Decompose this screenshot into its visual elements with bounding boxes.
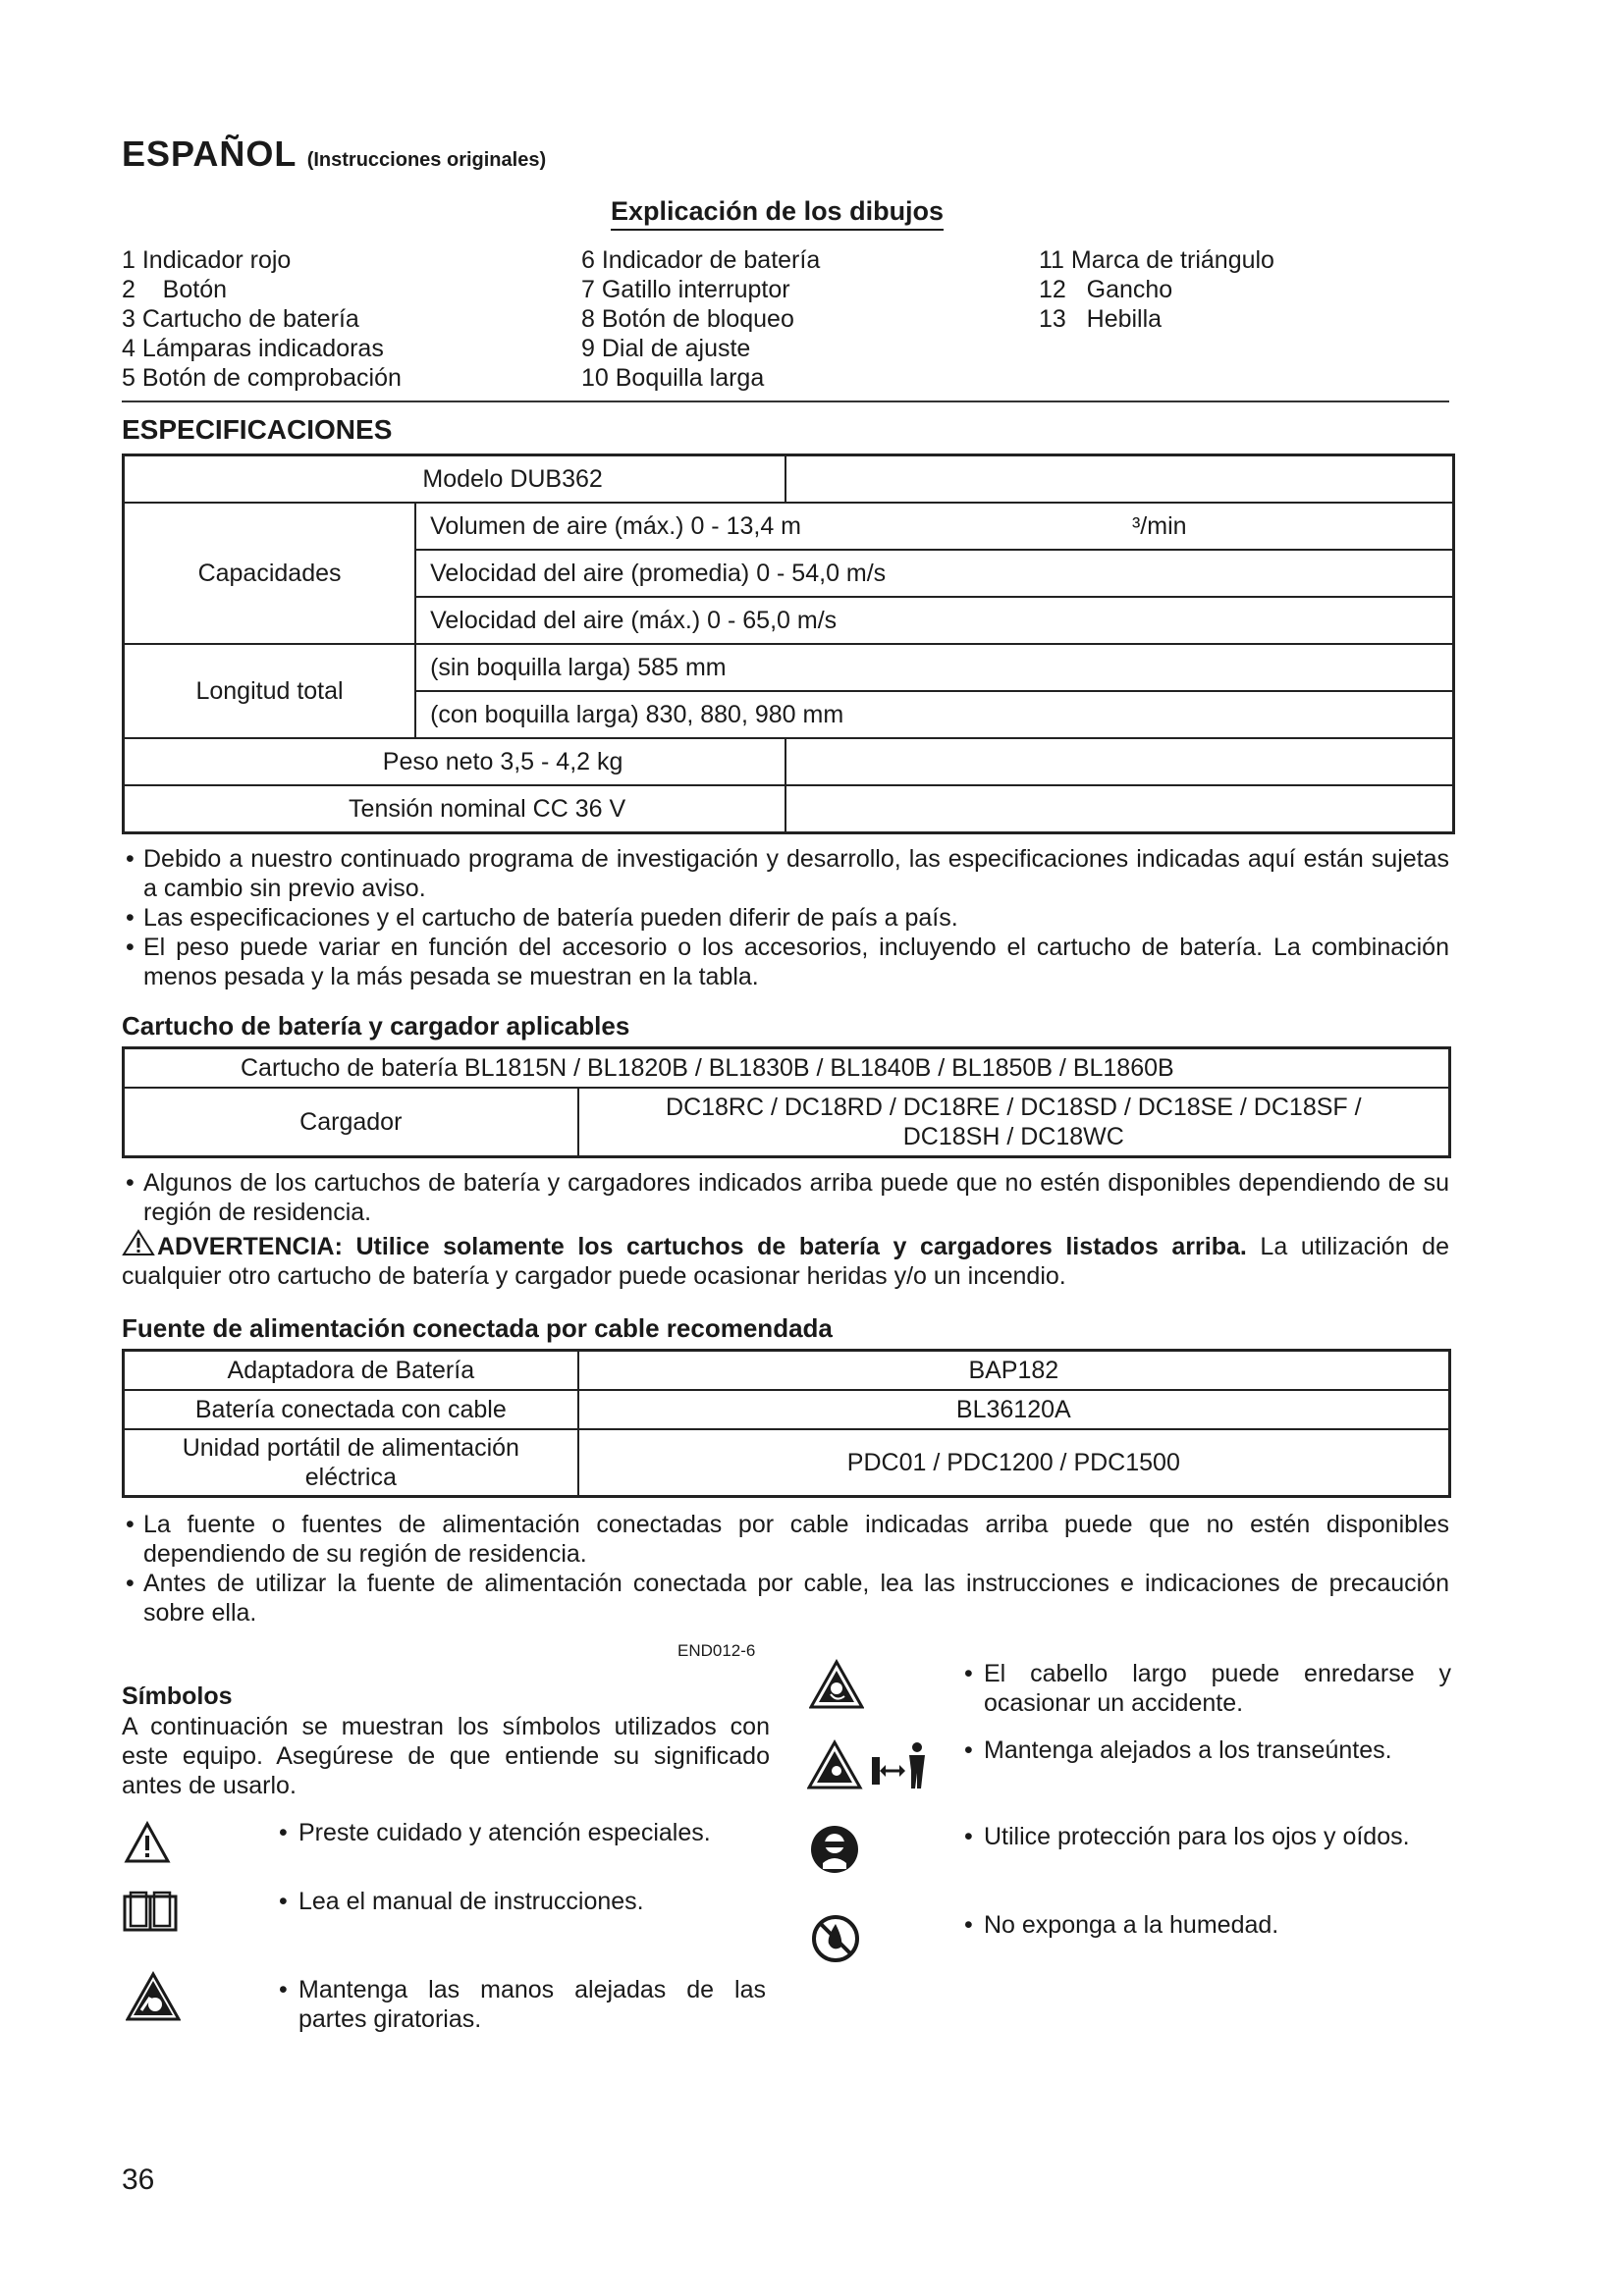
language-heading bbox=[122, 133, 546, 175]
symbol-text: • El cabello largo puede enredarse y ocasionar un accidente. bbox=[960, 1659, 1451, 1718]
air-speed-max-cell: Velocidad del aire (máx.) 0 - 65,0 m/s bbox=[415, 597, 1453, 644]
legend-item: 7 Gatillo interruptor bbox=[581, 276, 790, 303]
legend-item: 13 Hebilla bbox=[1039, 305, 1163, 333]
length-with-cell: (con boquilla larga) 830, 880, 980 mm bbox=[415, 691, 1453, 738]
table-row bbox=[124, 738, 1454, 785]
table-row bbox=[124, 785, 1454, 833]
legend-column-3 bbox=[1039, 245, 1274, 334]
legend-item: 8 Botón de bloqueo bbox=[581, 305, 794, 333]
table-row bbox=[124, 644, 1454, 691]
air-volume-value: Volumen de aire (máx.) 0 - 13,4 m bbox=[430, 511, 802, 540]
warning-bold-text: ADVERTENCIA: Utilice solamente los cartuchos de batería y cargadores listados arriba. bbox=[157, 1233, 1247, 1260]
model-cell: Modelo DUB362 bbox=[124, 455, 786, 504]
power-label: Batería conectada con cable bbox=[124, 1390, 578, 1429]
legend-item: 3 Cartucho de batería bbox=[122, 305, 359, 333]
legend-item: 9 Dial de ajuste bbox=[581, 335, 751, 362]
battery-warning bbox=[122, 1229, 1449, 1291]
table-row bbox=[124, 1048, 1450, 1089]
power-value: BAP182 bbox=[578, 1351, 1450, 1391]
power-value: BL36120A bbox=[578, 1390, 1450, 1429]
table-row bbox=[124, 1390, 1450, 1429]
symbol-text: • Mantenga las manos alejadas de las partes giratorias. bbox=[275, 1975, 766, 2034]
symbol-description bbox=[275, 1887, 766, 1916]
power-value: PDC01 / PDC1200 / PDC1500 bbox=[578, 1429, 1450, 1497]
air-speed-avg-cell: Velocidad del aire (promedia) 0 - 54,0 m/s bbox=[415, 550, 1453, 597]
charger-models-line: DC18RC / DC18RD / DC18RE / DC18SD / DC18SE / DC18SF / bbox=[666, 1094, 1362, 1121]
symbols-title: Símbolos bbox=[122, 1682, 233, 1710]
symbol-description bbox=[960, 1822, 1451, 1851]
symbol-description bbox=[960, 1659, 1451, 1718]
note-item: • La fuente o fuentes de alimentación conectadas por cable indicadas arriba puede que no estén disponibles dependiendo de su región de residencia. bbox=[122, 1510, 1449, 1569]
symbol-text: • Lea el manual de instrucciones. bbox=[275, 1887, 766, 1916]
length-without-cell: (sin boquilla larga) 585 mm bbox=[415, 644, 1453, 691]
specs-table bbox=[122, 454, 1455, 834]
legend-item: 1 Indicador rojo bbox=[122, 246, 292, 274]
note-item: • Las especificaciones y el cartucho de batería pueden diferir de país a país. bbox=[122, 903, 1449, 933]
symbol-description bbox=[960, 1735, 1451, 1765]
language-title: ESPAÑOL bbox=[122, 133, 297, 174]
power-label: Adaptadora de Batería bbox=[124, 1351, 578, 1391]
note-item: • El peso puede variar en función del accesorio o los accesorios, incluyendo el cartucho de batería. La combinación menos pesada y la más pesada se muestran en la tabla. bbox=[122, 933, 1449, 991]
legend-item: 12 Gancho bbox=[1039, 276, 1173, 303]
air-volume-unit: ³/min bbox=[1131, 511, 1187, 540]
cartridge-cell: Cartucho de batería BL1815N / BL1820B / BL1830B / BL1840B / BL1850B / BL1860B bbox=[124, 1048, 1450, 1089]
manual-book-icon bbox=[122, 1889, 179, 1936]
note-item: • Antes de utilizar la fuente de alimentación conectada por cable, lea las instrucciones e indicaciones de precaución sobre ella. bbox=[122, 1569, 1449, 1628]
power-notes bbox=[122, 1510, 1449, 1628]
empty-cell bbox=[785, 738, 1453, 785]
legend-item: 6 Indicador de batería bbox=[581, 246, 821, 274]
table-row bbox=[124, 455, 1454, 504]
power-label bbox=[124, 1429, 578, 1497]
long-hair-warning-icon bbox=[809, 1659, 864, 1710]
battery-table bbox=[122, 1046, 1451, 1158]
symbol-description bbox=[275, 1818, 766, 1847]
symbol-text: • Utilice protección para los ojos y oídos. bbox=[960, 1822, 1451, 1851]
specs-notes bbox=[122, 844, 1449, 991]
divider bbox=[122, 400, 1449, 402]
table-row bbox=[124, 1429, 1450, 1497]
note-item: • Algunos de los cartuchos de batería y cargadores indicados arriba puede que no estén disponibles dependiendo de su región de residencia. bbox=[122, 1168, 1449, 1227]
charger-models bbox=[578, 1088, 1450, 1157]
warning-triangle-icon bbox=[124, 1820, 171, 1867]
table-row bbox=[124, 503, 1454, 550]
charger-models-line: DC18SH / DC18WC bbox=[902, 1123, 1124, 1150]
table-row bbox=[124, 1351, 1450, 1391]
eye-ear-protection-icon bbox=[809, 1824, 860, 1875]
legend-item: 11 Marca de triángulo bbox=[1039, 246, 1274, 274]
specs-title: ESPECIFICACIONES bbox=[122, 414, 393, 445]
power-label-line: eléctrica bbox=[304, 1464, 397, 1491]
voltage-cell: Tensión nominal CC 36 V bbox=[124, 785, 786, 833]
capacities-label: Capacidades bbox=[124, 503, 416, 644]
symbol-text: • Mantenga alejados a los transeúntes. bbox=[960, 1735, 1451, 1765]
symbol-description bbox=[960, 1910, 1451, 1940]
legend-item: 4 Lámparas indicadoras bbox=[122, 335, 384, 362]
legend-column-1 bbox=[122, 245, 402, 393]
power-title: Fuente de alimentación conectada por cable recomendada bbox=[122, 1313, 833, 1343]
battery-title: Cartucho de batería y cargador aplicables bbox=[122, 1011, 630, 1041]
weight-cell: Peso neto 3,5 - 4,2 kg bbox=[124, 738, 786, 785]
explanation-title: Explicación de los dibujos bbox=[611, 196, 944, 231]
air-volume-cell bbox=[415, 503, 1453, 550]
legend-column-2 bbox=[581, 245, 820, 393]
charger-label: Cargador bbox=[124, 1088, 578, 1157]
table-row bbox=[124, 1088, 1450, 1157]
warning-text: La utilización de cualquier otro cartucho de batería y cargador puede ocasionar heridas y/o un incendio. bbox=[122, 1233, 1449, 1290]
keep-bystanders-away-icon bbox=[807, 1737, 933, 1792]
symbol-text: • Preste cuidado y atención especiales. bbox=[275, 1818, 766, 1847]
length-label: Longitud total bbox=[124, 644, 416, 738]
symbols-intro: A continuación se muestran los símbolos utilizados con este equipo. Asegúrese de que entiende su significado antes de usarlo. bbox=[122, 1713, 770, 1799]
symbol-description bbox=[275, 1975, 766, 2034]
battery-notes bbox=[122, 1168, 1449, 1227]
no-moisture-icon bbox=[811, 1914, 860, 1963]
power-label-line: Unidad portátil de alimentación bbox=[182, 1434, 519, 1462]
language-note: (Instrucciones originales) bbox=[306, 149, 547, 171]
legend-item: 10 Boquilla larga bbox=[581, 364, 765, 392]
legend-item: 2 Botón bbox=[122, 276, 228, 303]
power-table bbox=[122, 1349, 1451, 1498]
empty-cell bbox=[785, 455, 1453, 504]
legend-item: 5 Botón de comprobación bbox=[122, 364, 402, 392]
hand-rotating-parts-icon bbox=[126, 1971, 181, 2022]
page-number: 36 bbox=[122, 2163, 155, 2196]
note-item: • Debido a nuestro continuado programa de investigación y desarrollo, las especificaciones indicadas aquí están sujetas a cambio sin previo aviso. bbox=[122, 844, 1449, 903]
symbol-text: • No exponga a la humedad. bbox=[960, 1910, 1451, 1940]
document-code: END012-6 bbox=[677, 1641, 756, 1660]
warning-triangle-icon bbox=[122, 1229, 155, 1256]
empty-cell bbox=[785, 785, 1453, 833]
